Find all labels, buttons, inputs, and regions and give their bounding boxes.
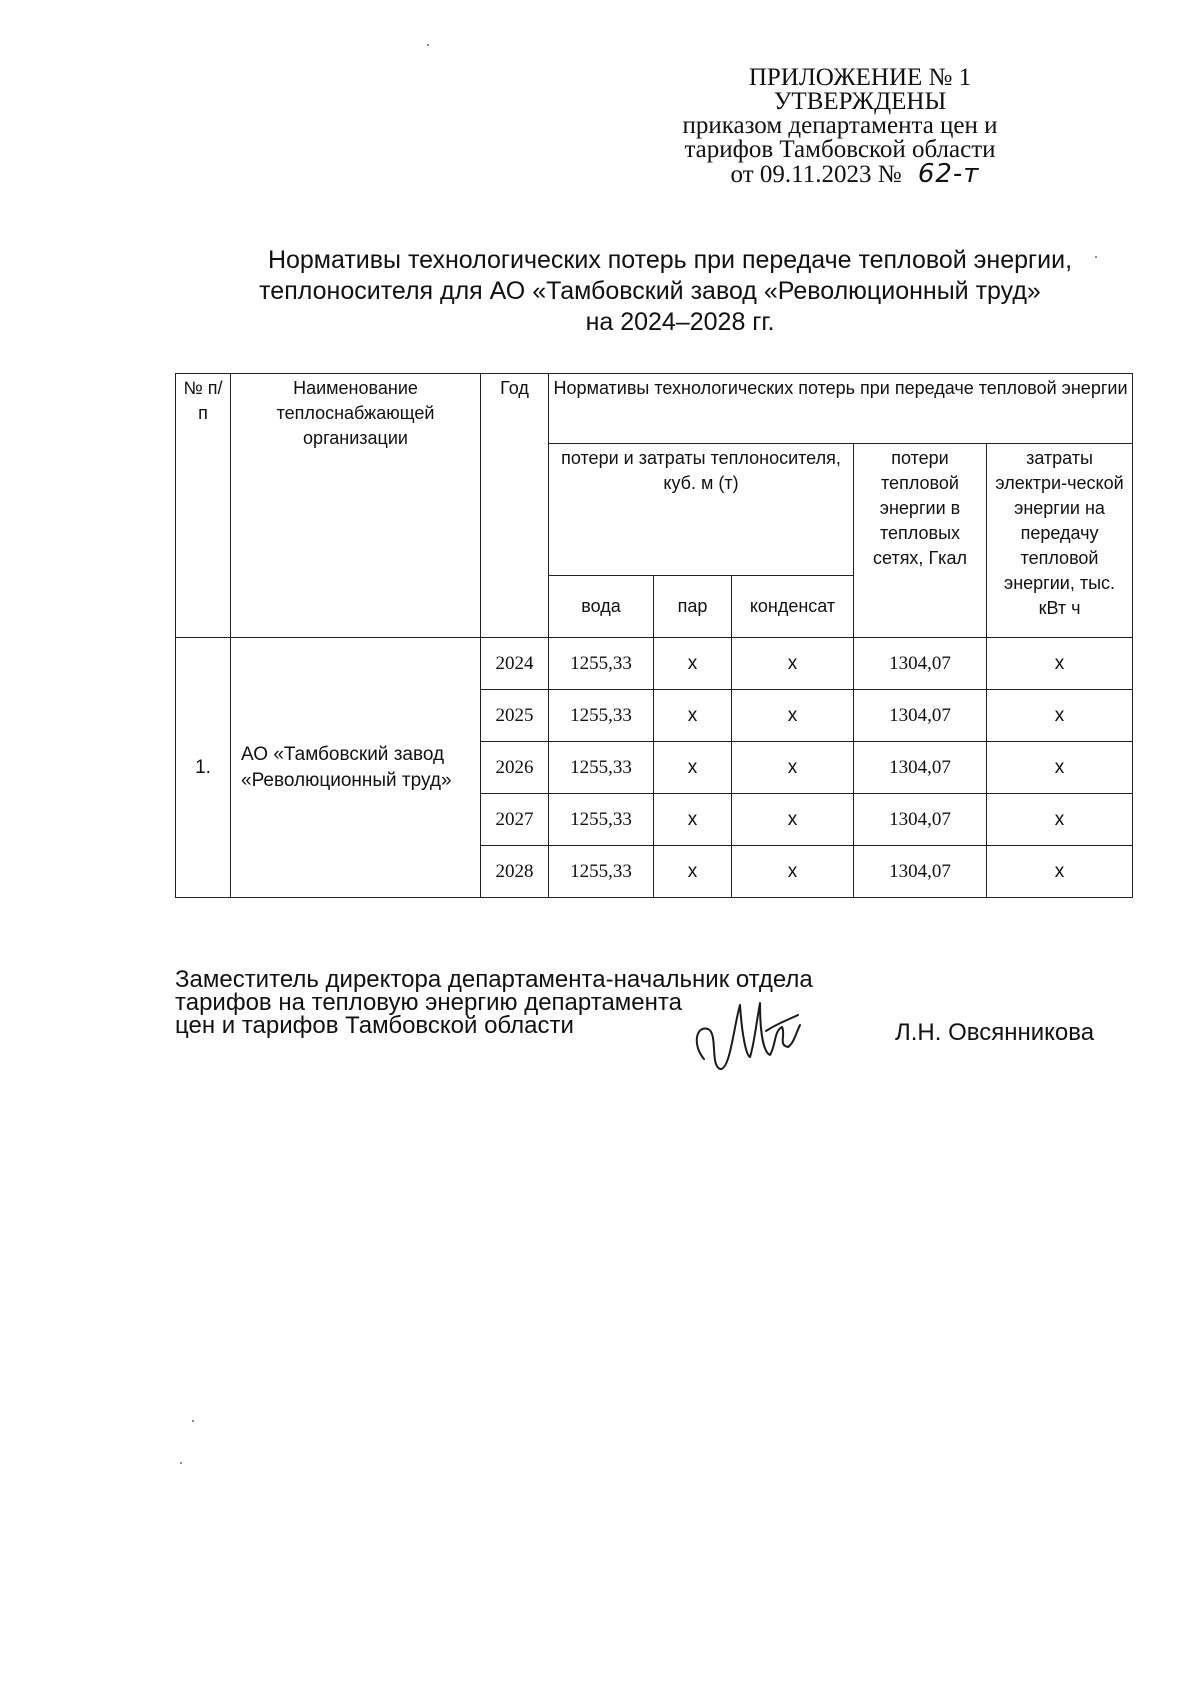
cell-year: 2026 bbox=[481, 742, 549, 794]
cell-condensate: х bbox=[732, 794, 854, 846]
row-number: 1. bbox=[176, 638, 231, 898]
document-title bbox=[200, 245, 1100, 338]
signer-name: Л.Н. Овсянникова bbox=[895, 1019, 1095, 1046]
title-line-3: на 2024–2028 гг. bbox=[585, 308, 775, 336]
scan-speck bbox=[1095, 256, 1097, 258]
header-water: вода bbox=[549, 576, 654, 638]
scan-speck bbox=[427, 44, 429, 46]
appendix-label: ПРИЛОЖЕНИЕ № 1 bbox=[748, 64, 972, 91]
cell-year: 2027 bbox=[481, 794, 549, 846]
cell-heat-loss: 1304,07 bbox=[854, 638, 987, 690]
cell-water: 1255,33 bbox=[549, 794, 654, 846]
order-date: от 09.11.2023 № bbox=[730, 161, 902, 188]
scan-speck bbox=[192, 1420, 194, 1422]
header-year: Год bbox=[481, 374, 549, 638]
order-line-2: тарифов Тамбовской области bbox=[684, 136, 996, 163]
order-date-line bbox=[630, 159, 1080, 189]
header-num: № п/п bbox=[176, 374, 231, 638]
organization-name: АО «Тамбовский завод «Революционный труд» bbox=[231, 638, 481, 898]
cell-steam: х bbox=[654, 846, 732, 898]
cell-steam: х bbox=[654, 690, 732, 742]
position-line-2: тарифов на тепловую энергию департамента bbox=[175, 989, 682, 1016]
cell-heat-loss: 1304,07 bbox=[854, 690, 987, 742]
header-heat-loss: потери тепловой энергии в тепловых сетях, Гкал bbox=[854, 444, 987, 638]
cell-steam: х bbox=[654, 638, 732, 690]
cell-electricity: х bbox=[987, 846, 1133, 898]
order-line-1: приказом департамента цен и bbox=[682, 112, 998, 139]
table-row bbox=[176, 638, 1133, 690]
scan-speck bbox=[180, 1462, 182, 1464]
header-coolant-group: потери и затраты теплоносителя, куб. м (т) bbox=[549, 444, 854, 576]
cell-heat-loss: 1304,07 bbox=[854, 794, 987, 846]
cell-condensate: х bbox=[732, 846, 854, 898]
norms-table bbox=[175, 373, 1133, 898]
cell-electricity: х bbox=[987, 638, 1133, 690]
position-line-1: Заместитель директора департамента-начальник отдела bbox=[175, 966, 813, 993]
cell-condensate: х bbox=[732, 742, 854, 794]
handwritten-signature bbox=[690, 985, 810, 1075]
cell-water: 1255,33 bbox=[549, 846, 654, 898]
header-condensate: конденсат bbox=[732, 576, 854, 638]
cell-heat-loss: 1304,07 bbox=[854, 846, 987, 898]
header-org: Наименование теплоснабжающей организации bbox=[231, 374, 481, 638]
title-line-2: теплоносителя для АО «Тамбовский завод «Революционный труд» bbox=[259, 277, 1041, 305]
cell-steam: х bbox=[654, 794, 732, 846]
handwritten-doc-number: 62-т bbox=[917, 159, 980, 189]
cell-condensate: х bbox=[732, 690, 854, 742]
cell-water: 1255,33 bbox=[549, 638, 654, 690]
title-line-1: Нормативы технологических потерь при передаче тепловой энергии, bbox=[267, 246, 1073, 274]
cell-water: 1255,33 bbox=[549, 690, 654, 742]
approved-label: УТВЕРЖДЕНЫ bbox=[773, 88, 947, 115]
approval-header bbox=[600, 66, 1080, 187]
position-line-3: цен и тарифов Тамбовской области bbox=[175, 1012, 574, 1039]
cell-heat-loss: 1304,07 bbox=[854, 742, 987, 794]
header-steam: пар bbox=[654, 576, 732, 638]
cell-water: 1255,33 bbox=[549, 742, 654, 794]
cell-condensate: х bbox=[732, 638, 854, 690]
cell-year: 2024 bbox=[481, 638, 549, 690]
cell-electricity: х bbox=[987, 742, 1133, 794]
cell-electricity: х bbox=[987, 794, 1133, 846]
cell-steam: х bbox=[654, 742, 732, 794]
cell-year: 2025 bbox=[481, 690, 549, 742]
header-electricity: затраты электри-ческой энергии на передачу тепловой энергии, тыс. кВт ч bbox=[987, 444, 1133, 638]
cell-year: 2028 bbox=[481, 846, 549, 898]
header-norms-group: Нормативы технологических потерь при передаче тепловой энергии bbox=[549, 374, 1133, 444]
cell-electricity: х bbox=[987, 690, 1133, 742]
